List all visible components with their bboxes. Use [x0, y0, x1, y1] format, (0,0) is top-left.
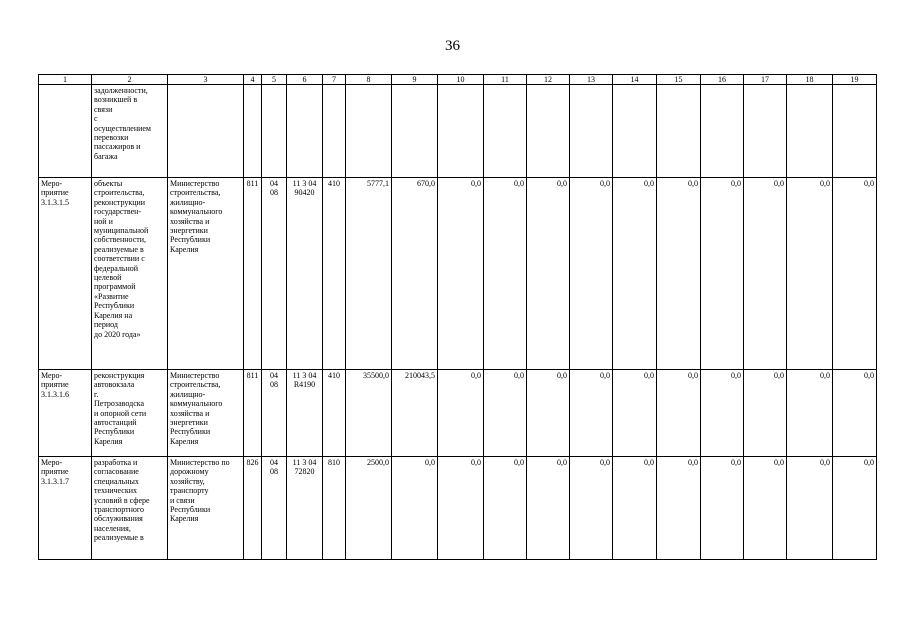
- value-cell: 0,0: [657, 370, 701, 457]
- value-cell: 670,0: [392, 178, 438, 370]
- code-target-cell: 11 3 04 R4190: [287, 370, 323, 457]
- measure-id-cell: [39, 85, 92, 178]
- code-target-cell: 11 3 04 90420: [287, 178, 323, 370]
- column-header: 13: [570, 75, 613, 85]
- code-expense-type-cell: 410: [323, 370, 346, 457]
- header-row: [39, 75, 877, 85]
- code-expense-type-cell: 410: [323, 178, 346, 370]
- value-cell: 0,0: [744, 370, 787, 457]
- value-cell: [701, 85, 744, 178]
- value-cell: 0,0: [787, 457, 833, 560]
- code-target-cell: [287, 85, 323, 178]
- value-cell: 0,0: [613, 178, 657, 370]
- column-header: 18: [787, 75, 833, 85]
- budget-table: [38, 74, 877, 560]
- measure-name-cell: объекты строительства, реконструкции государствен- ной и муниципальной собственности, реализуемые в соответствии с федеральной целевой программой «Развитие Республики Карелия на период до 2020 года»: [92, 178, 168, 370]
- responsible-cell: Министерство строительства, жилищно- коммунального хозяйства и энергетики Республики Карелия: [168, 370, 244, 457]
- value-cell: [392, 85, 438, 178]
- column-header: 12: [527, 75, 570, 85]
- column-header: 19: [833, 75, 877, 85]
- code-section-cell: [262, 85, 287, 178]
- column-header: 15: [657, 75, 701, 85]
- value-cell: 0,0: [570, 457, 613, 560]
- measure-id-cell: Меро- приятие 3.1.3.1.6: [39, 370, 92, 457]
- code-target-cell: 11 3 04 72820: [287, 457, 323, 560]
- value-cell: 35500,0: [346, 370, 392, 457]
- value-cell: 0,0: [527, 457, 570, 560]
- measure-name-cell: реконструкция автовокзала г. Петрозаводска и опорной сети автостанций Республики Карелия: [92, 370, 168, 457]
- column-header: 5: [262, 75, 287, 85]
- column-header: 14: [613, 75, 657, 85]
- responsible-cell: [168, 85, 244, 178]
- value-cell: 0,0: [657, 457, 701, 560]
- value-cell: 0,0: [438, 457, 484, 560]
- value-cell: 0,0: [570, 178, 613, 370]
- column-header: 11: [484, 75, 527, 85]
- value-cell: 0,0: [484, 370, 527, 457]
- table-row: [39, 85, 877, 178]
- value-cell: 0,0: [392, 457, 438, 560]
- responsible-cell: Министерство по дорожному хозяйству, транспорту и связи Республики Карелия: [168, 457, 244, 560]
- page-number: 36: [445, 38, 460, 54]
- value-cell: 0,0: [438, 370, 484, 457]
- value-cell: 0,0: [787, 178, 833, 370]
- value-cell: [484, 85, 527, 178]
- code-expense-type-cell: 810: [323, 457, 346, 560]
- value-cell: [744, 85, 787, 178]
- code-grbs-cell: [244, 85, 262, 178]
- table-row: [39, 178, 877, 370]
- value-cell: [346, 85, 392, 178]
- value-cell: [787, 85, 833, 178]
- column-header: 9: [392, 75, 438, 85]
- responsible-cell: Министерство строительства, жилищно- коммунального хозяйства и энергетики Республики Карелия: [168, 178, 244, 370]
- value-cell: 0,0: [527, 178, 570, 370]
- value-cell: 0,0: [484, 457, 527, 560]
- column-header: 1: [39, 75, 92, 85]
- code-grbs-cell: 826: [244, 457, 262, 560]
- table-row: [39, 457, 877, 560]
- value-cell: 5777,1: [346, 178, 392, 370]
- measure-id-cell: Меро- приятие 3.1.3.1.7: [39, 457, 92, 560]
- value-cell: [833, 85, 877, 178]
- measure-id-cell: Меро- приятие 3.1.3.1.5: [39, 178, 92, 370]
- value-cell: 2500,0: [346, 457, 392, 560]
- table-row: [39, 370, 877, 457]
- code-grbs-cell: 811: [244, 178, 262, 370]
- value-cell: [527, 85, 570, 178]
- value-cell: 0,0: [787, 370, 833, 457]
- value-cell: 0,0: [570, 370, 613, 457]
- value-cell: 0,0: [833, 178, 877, 370]
- column-header: 10: [438, 75, 484, 85]
- code-section-cell: 04 08: [262, 370, 287, 457]
- code-expense-type-cell: [323, 85, 346, 178]
- value-cell: 0,0: [657, 178, 701, 370]
- value-cell: 0,0: [701, 370, 744, 457]
- measure-name-cell: разработка и согласование специальных технических условий в сфере транспортного обслуживания населения, реализуемые в: [92, 457, 168, 560]
- value-cell: 0,0: [701, 457, 744, 560]
- code-section-cell: 04 08: [262, 178, 287, 370]
- value-cell: 0,0: [744, 178, 787, 370]
- value-cell: 210043,5: [392, 370, 438, 457]
- value-cell: 0,0: [613, 457, 657, 560]
- column-header: 7: [323, 75, 346, 85]
- value-cell: 0,0: [613, 370, 657, 457]
- code-section-cell: 04 08: [262, 457, 287, 560]
- column-header: 8: [346, 75, 392, 85]
- value-cell: [613, 85, 657, 178]
- column-header: 16: [701, 75, 744, 85]
- value-cell: 0,0: [438, 178, 484, 370]
- column-header: 6: [287, 75, 323, 85]
- value-cell: 0,0: [527, 370, 570, 457]
- value-cell: 0,0: [744, 457, 787, 560]
- column-header: 4: [244, 75, 262, 85]
- column-header: 2: [92, 75, 168, 85]
- code-grbs-cell: 811: [244, 370, 262, 457]
- value-cell: 0,0: [484, 178, 527, 370]
- column-header: 3: [168, 75, 244, 85]
- value-cell: [438, 85, 484, 178]
- value-cell: 0,0: [701, 178, 744, 370]
- value-cell: 0,0: [833, 457, 877, 560]
- measure-name-cell: задолженности, возникшей в связи с осуществлением перевозки пассажиров и багажа: [92, 85, 168, 178]
- value-cell: [570, 85, 613, 178]
- value-cell: [657, 85, 701, 178]
- value-cell: 0,0: [833, 370, 877, 457]
- column-header: 17: [744, 75, 787, 85]
